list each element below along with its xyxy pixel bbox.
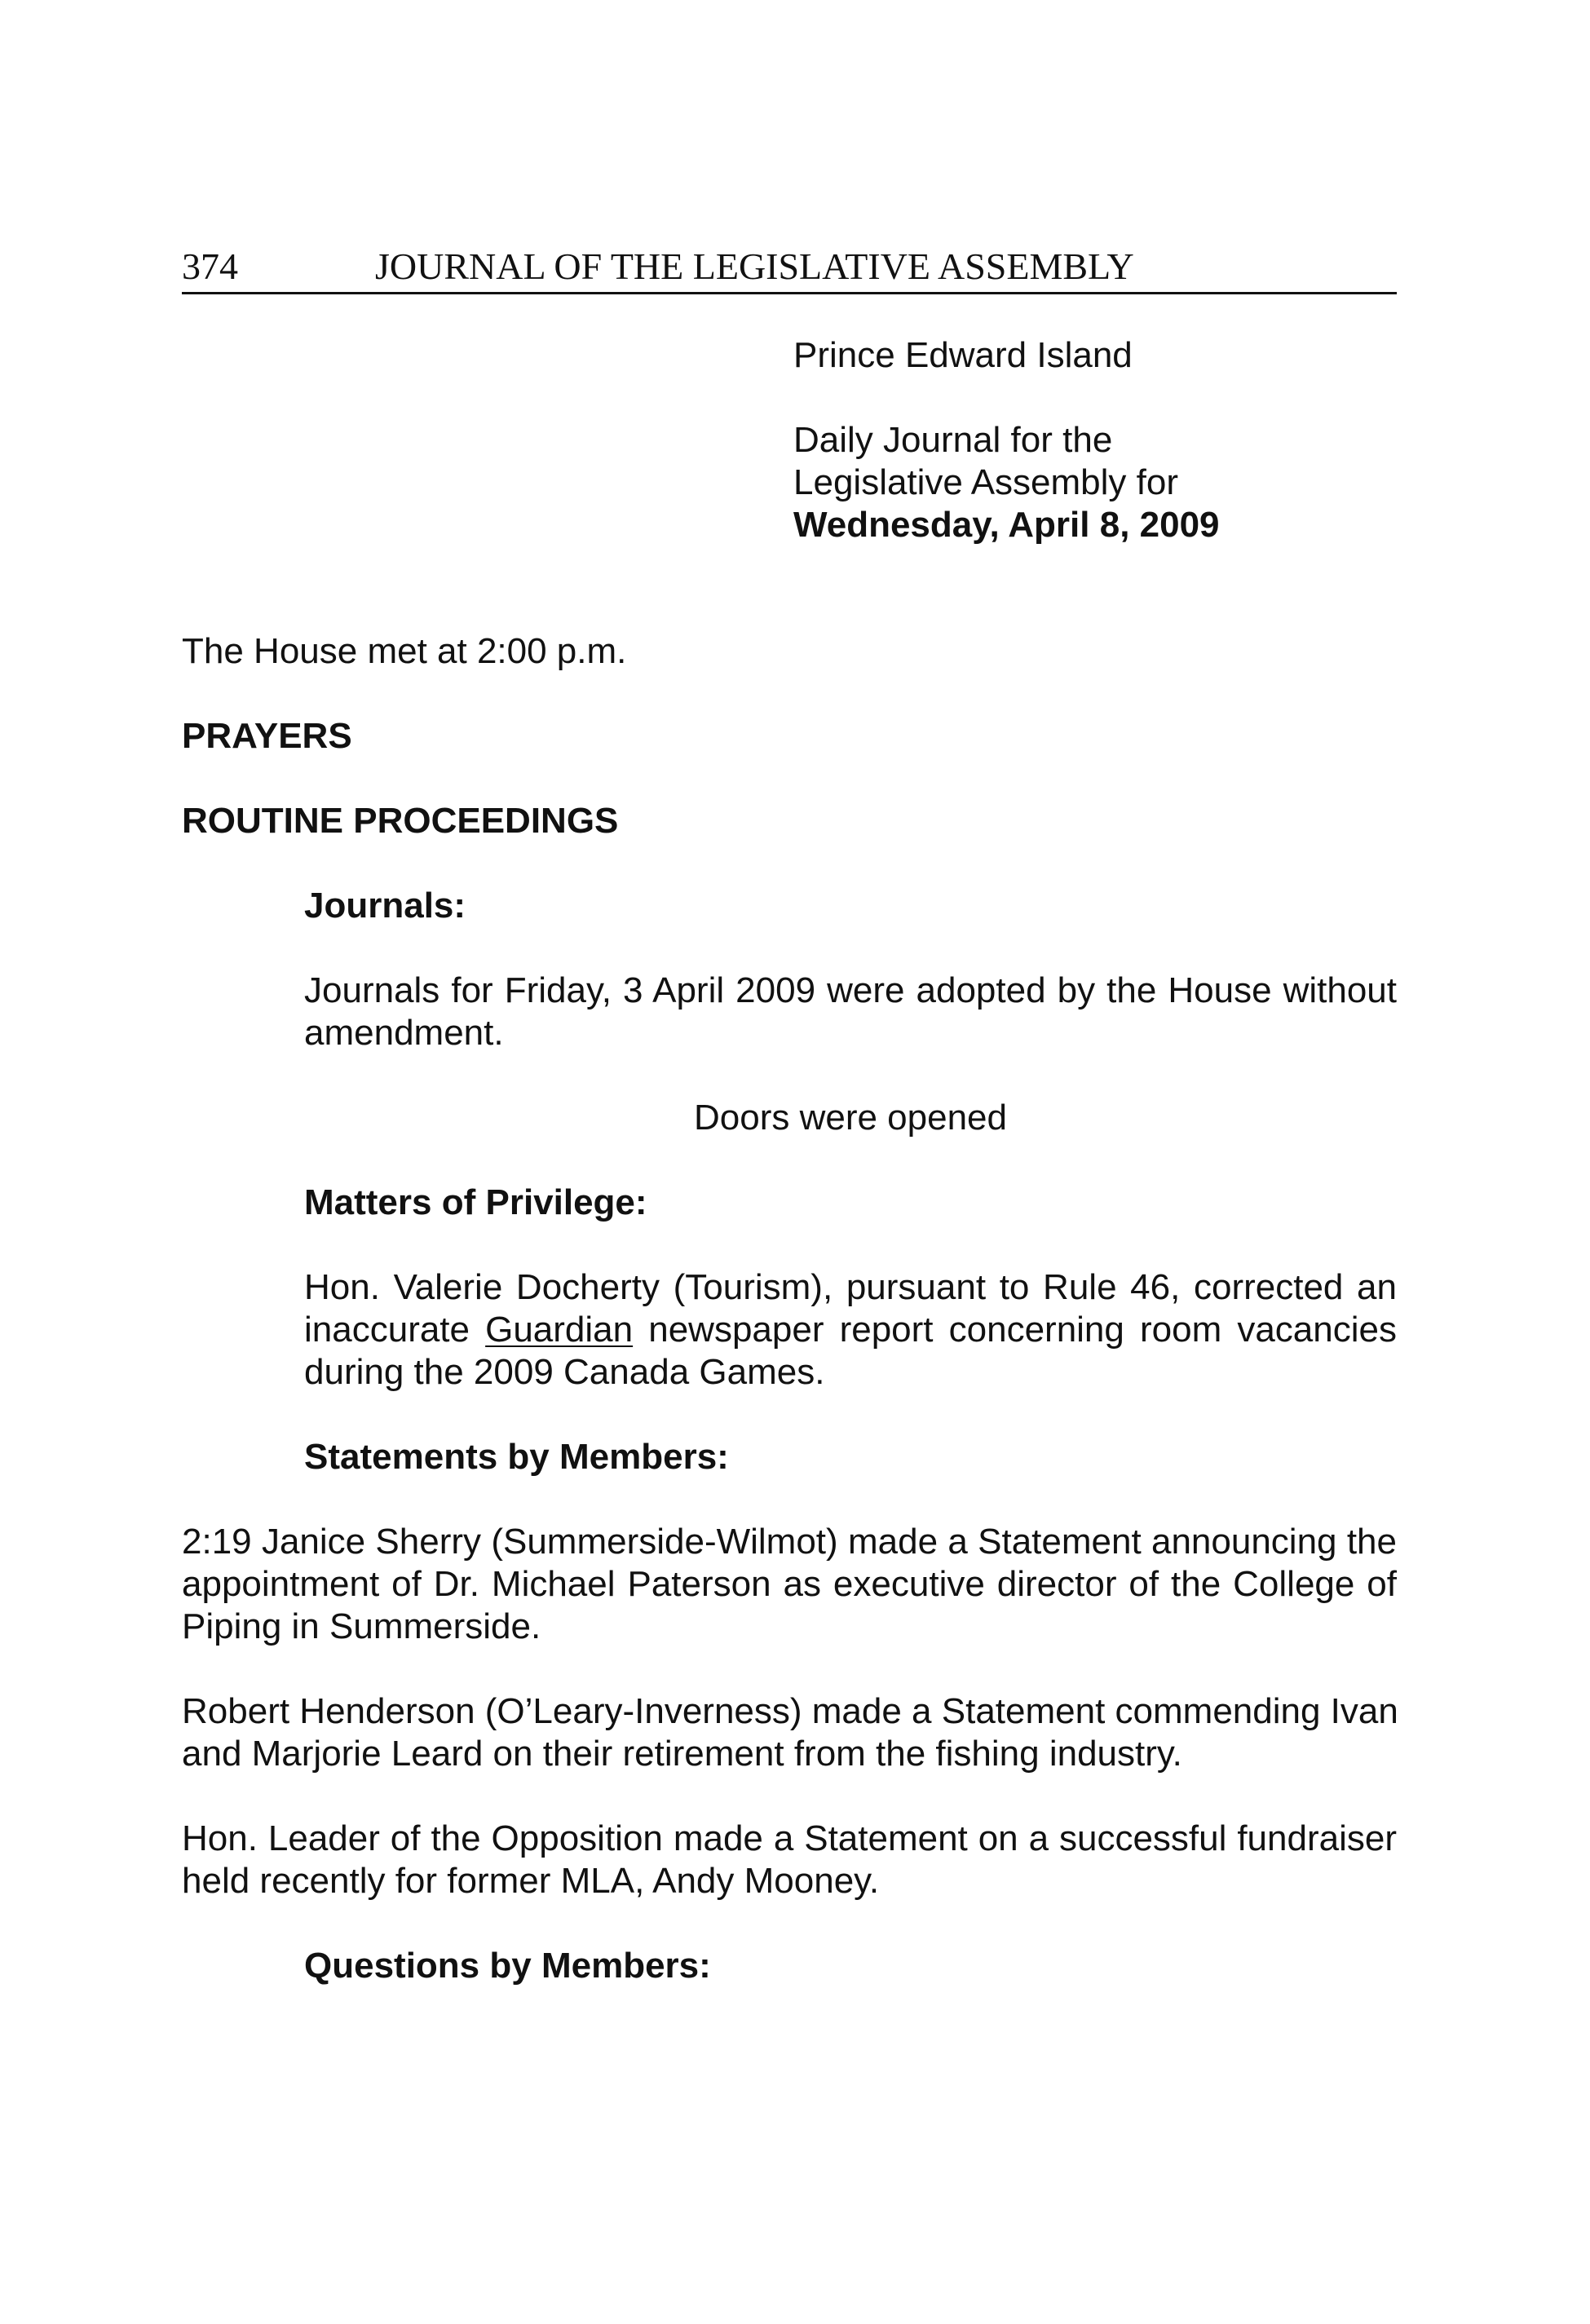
daily-journal-line-1: Daily Journal for the	[793, 420, 1113, 460]
doors-opened-text	[182, 1097, 1397, 1139]
routine-proceedings-heading: ROUTINE PROCEEDINGS	[182, 801, 619, 841]
privilege-paragraph	[304, 1266, 1397, 1394]
statement-3-line-2: held recently for former MLA, Andy Mooney.	[182, 1861, 880, 1901]
statement-1-line-2: appointment of Dr. Michael Paterson as executive director of the College of	[182, 1564, 1397, 1604]
statement-2-line-2: and Marjorie Leard on their retirement from the fishing industry.	[182, 1734, 1182, 1774]
journal-title: JOURNAL OF THE LEGISLATIVE ASSEMBLY	[375, 245, 1134, 287]
privilege-line-1: Hon. Valerie Docherty (Tourism), pursuant to Rule 46, corrected an	[304, 1267, 1397, 1307]
province-name: Prince Edward Island	[793, 335, 1133, 375]
statement-1	[182, 1521, 1397, 1648]
privilege-line-2-start: inaccurate	[304, 1310, 486, 1350]
statement-3-line-1: Hon. Leader of the Opposition made a Statement on a successful fundraiser	[182, 1818, 1397, 1858]
questions-by-members-heading: Questions by Members:	[304, 1946, 711, 1986]
journals-paragraph	[304, 970, 1397, 1054]
statement-1-line-3: Piping in Summerside.	[182, 1606, 541, 1646]
prayers-heading: PRAYERS	[182, 716, 352, 756]
statements-by-members-heading: Statements by Members:	[304, 1437, 729, 1477]
journals-line-2: amendment.	[304, 1013, 504, 1053]
statement-2	[182, 1690, 1397, 1775]
privilege-line-3: during the 2009 Canada Games.	[304, 1352, 825, 1392]
daily-journal-line-2: Legislative Assembly for	[793, 462, 1178, 502]
statement-1-line-1: 2:19 Janice Sherry (Summerside-Wilmot) made a Statement announcing the	[182, 1522, 1397, 1562]
statement-2-line-1: Robert Henderson (O’Leary-Inverness) made a Statement commending Ivan	[182, 1691, 1398, 1731]
page-header	[182, 241, 1397, 294]
doors-opened-label: Doors were opened	[693, 1098, 1007, 1138]
sitting-date: Wednesday, April 8, 2009	[793, 505, 1220, 545]
journals-line-1: Journals for Friday, 3 April 2009 were adopted by the House without	[304, 970, 1397, 1010]
journals-heading: Journals:	[304, 886, 466, 926]
privilege-line-2-end: newspaper report concerning room vacancies	[633, 1310, 1397, 1350]
statement-3	[182, 1818, 1397, 1902]
page-number: 374	[182, 245, 238, 287]
matters-of-privilege-heading: Matters of Privilege:	[304, 1182, 647, 1222]
house-met-text: The House met at 2:00 p.m.	[182, 631, 627, 671]
privilege-line-2	[304, 1309, 1397, 1351]
guardian-newspaper-title: Guardian	[485, 1310, 634, 1350]
